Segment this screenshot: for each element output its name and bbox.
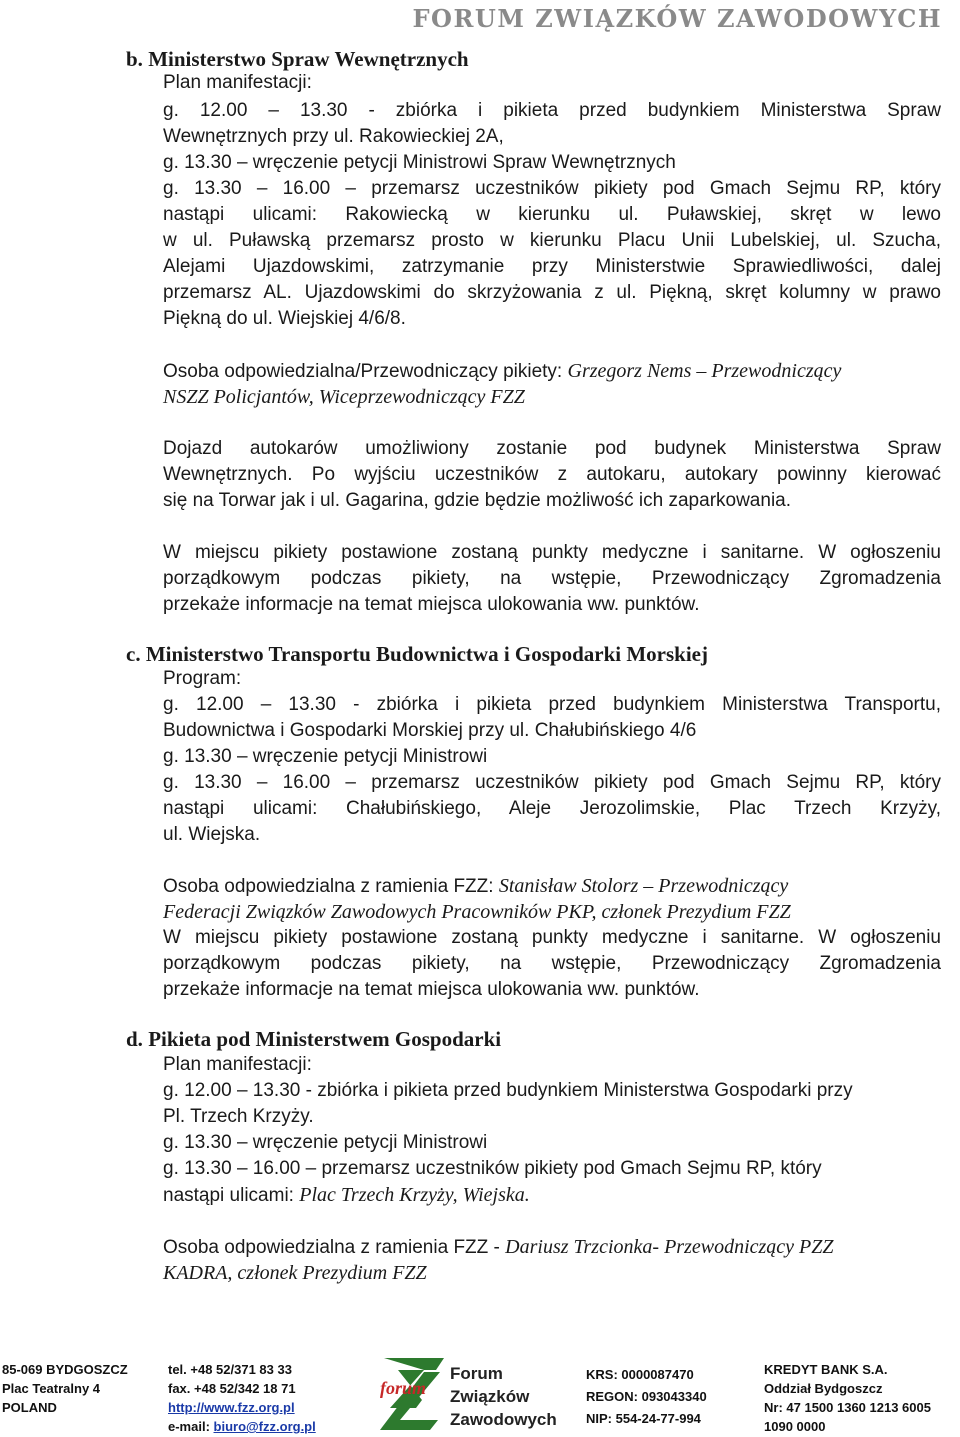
section-b-letter: b.	[126, 47, 143, 71]
footer-bank-line: KREDYT BANK S.A.	[764, 1362, 888, 1377]
section-b-transport-line: Wewnętrznych. Po wyjściu uczestników z autokaru, autokary powinny kierować	[163, 464, 941, 485]
section-c-title: Ministerstwo Transportu Budownictwa i Gospodarki Morskiej	[145, 642, 708, 666]
footer-address-line: POLAND	[2, 1400, 57, 1415]
footer-krs: KRS: 0000087470	[586, 1367, 694, 1382]
section-d-responsible-name: Dariusz Trzcionka- Przewodniczący PZZ	[505, 1236, 834, 1258]
section-d-line: Pl. Trzech Krzyży.	[163, 1106, 314, 1127]
section-d-heading	[126, 1026, 501, 1052]
section-b-responsible-name: Grzegorz Nems – Przewodniczący	[567, 360, 842, 382]
section-d-route-prefix: nastąpi ulicami:	[163, 1185, 300, 1206]
footer-address	[2, 1360, 128, 1417]
section-b-transport-line: Dojazd autokarów umożliwiony zostanie pod budynek Ministerstwa Spraw	[163, 438, 941, 459]
fzz-logo	[378, 1356, 568, 1432]
section-c-responsible	[163, 873, 941, 900]
section-c-responsible-label: Osoba odpowiedzialna z ramienia FZZ:	[163, 876, 499, 897]
footer-email-link[interactable]: biuro@fzz.org.pl	[213, 1419, 316, 1434]
section-c-line: nastąpi ulicami: Chałubińskiego, Aleje Jerozolimskie, Plac Trzech Krzyży,	[163, 798, 941, 819]
footer	[0, 1356, 960, 1435]
section-b-medical-line: przekaże informacje na temat miejsca ulokowania ww. punktów.	[163, 594, 700, 615]
footer-bank-line: Oddział Bydgoszcz	[764, 1381, 883, 1396]
footer-website-link[interactable]: http://www.fzz.org.pl	[168, 1400, 295, 1415]
footer-bank-line: 1090 0000	[764, 1419, 826, 1434]
section-b-line: Alejami Ujazdowskimi, zatrzymanie przy Ministerstwie Sprawiedliwości, dalej	[163, 256, 941, 277]
section-b-responsible-cont	[163, 384, 941, 411]
section-d-responsible-label: Osoba odpowiedzialna z ramienia FZZ -	[163, 1237, 506, 1258]
section-d-title: Pikieta pod Ministerstwem Gospodarki	[148, 1027, 502, 1051]
section-b-responsible	[163, 358, 941, 385]
footer-bank	[764, 1360, 931, 1436]
section-c-heading	[126, 641, 708, 667]
section-d-plan-label: Plan manifestacji:	[163, 1054, 312, 1075]
fzz-logo-text	[450, 1362, 557, 1431]
section-c-plan-label: Program:	[163, 668, 242, 689]
footer-bank-line: Nr: 47 1500 1360 1213 6005	[764, 1400, 931, 1415]
section-b-line: w ul. Puławską przemarsz prosto w kierunku Placu Unii Lubelskiej, ul. Szucha,	[163, 230, 941, 251]
section-b-medical-line: W miejscu pikiety postawione zostaną punkty medyczne i sanitarne. W ogłoszeniu	[163, 542, 941, 563]
section-d-line: g. 12.00 – 13.30 - zbiórka i pikieta przed budynkiem Ministerstwa Gospodarki przy	[163, 1080, 853, 1101]
section-d-line: g. 13.30 – wręczenie petycji Ministrowi	[163, 1132, 488, 1153]
footer-contact	[168, 1360, 316, 1436]
section-b-line: g. 13.30 – wręczenie petycji Ministrowi Spraw Wewnętrznych	[163, 152, 676, 173]
section-d-route-streets: Plac Trzech Krzyży, Wiejska.	[299, 1184, 530, 1206]
section-b-medical-line: porządkowym podczas pikiety, na wstępie, Przewodniczący Zgromadzenia	[163, 568, 941, 589]
section-d-responsible-role: KADRA, członek Prezydium FZZ	[163, 1262, 427, 1284]
section-c-medical-line: porządkowym podczas pikiety, na wstępie, Przewodniczący Zgromadzenia	[163, 953, 941, 974]
header-title: FORUM ZWIĄZKÓW ZAWODOWYCH	[412, 4, 942, 33]
section-c-medical-line: przekaże informacje na temat miejsca ulokowania ww. punktów.	[163, 979, 700, 1000]
footer-fax: fax. +48 52/342 18 71	[168, 1381, 296, 1396]
section-b-line: Wewnętrznych przy ul. Rakowieckiej 2A,	[163, 126, 504, 147]
footer-address-line: 85-069 BYDGOSZCZ	[2, 1362, 128, 1377]
footer-email-label: e-mail:	[168, 1419, 214, 1434]
section-c-medical-line: W miejscu pikiety postawione zostaną punkty medyczne i sanitarne. W ogłoszeniu	[163, 927, 941, 948]
section-b-title: Ministerstwo Spraw Wewnętrznych	[148, 47, 469, 71]
section-d-responsible	[163, 1234, 941, 1261]
footer-registry	[586, 1364, 707, 1430]
section-d-responsible-cont	[163, 1260, 941, 1287]
section-c-line: g. 12.00 – 13.30 - zbiórka i pikieta przed budynkiem Ministerstwa Transportu,	[163, 694, 941, 715]
section-b-heading	[126, 46, 469, 72]
fzz-logo-script: forum	[380, 1378, 427, 1398]
footer-tel: tel. +48 52/371 83 33	[168, 1362, 292, 1377]
section-b-line: Piękną do ul. Wiejskiej 4/6/8.	[163, 308, 406, 329]
section-b-line: nastąpi ulicami: Rakowiecką w kierunku ul. Puławskiej, skręt w lewo	[163, 204, 941, 225]
section-c-line: ul. Wiejska.	[163, 824, 261, 845]
section-b-line: g. 12.00 – 13.30 - zbiórka i pikieta przed budynkiem Ministerstwa Spraw	[163, 100, 941, 121]
logo-text-line: Zawodowych	[450, 1410, 557, 1429]
section-c-line: g. 13.30 – wręczenie petycji Ministrowi	[163, 746, 488, 767]
section-c-line: Budownictwa i Gospodarki Morskiej przy ul. Chałubińskiego 4/6	[163, 720, 697, 741]
footer-nip: NIP: 554-24-77-994	[586, 1411, 701, 1426]
section-c-responsible-role: Federacji Związków Zawodowych Pracowników PKP, członek Prezydium FZZ	[163, 901, 791, 923]
section-b-line: g. 13.30 – 16.00 – przemarsz uczestników pikiety pod Gmach Sejmu RP, który	[163, 178, 941, 199]
section-d-route	[163, 1182, 941, 1209]
logo-text-line: Związków	[450, 1387, 530, 1406]
section-b-line: przemarsz AL. Ujazdowskimi do skrzyżowania z ul. Piękną, skręt kolumny w prawo	[163, 282, 941, 303]
section-b-plan-label: Plan manifestacji:	[163, 72, 312, 93]
section-d-line: g. 13.30 – 16.00 – przemarsz uczestników pikiety pod Gmach Sejmu RP, który	[163, 1158, 822, 1179]
footer-address-line: Plac Teatralny 4	[2, 1381, 101, 1396]
section-b-responsible-label: Osoba odpowiedzialna/Przewodniczący pikiety:	[163, 361, 568, 382]
section-b-transport-line: się na Torwar jak i ul. Gagarina, gdzie będzie możliwość ich zaparkowania.	[163, 490, 792, 511]
section-d-letter: d.	[126, 1027, 143, 1051]
section-c-responsible-name: Stanisław Stolorz – Przewodniczący	[498, 875, 789, 897]
section-b-responsible-role: NSZZ Policjantów, Wiceprzewodniczący FZZ	[163, 386, 525, 408]
section-c-responsible-cont	[163, 899, 941, 926]
section-c-letter: c.	[126, 642, 141, 666]
section-c-line: g. 13.30 – 16.00 – przemarsz uczestników pikiety pod Gmach Sejmu RP, który	[163, 772, 941, 793]
footer-regon: REGON: 093043340	[586, 1389, 707, 1404]
logo-text-line: Forum	[450, 1364, 503, 1383]
